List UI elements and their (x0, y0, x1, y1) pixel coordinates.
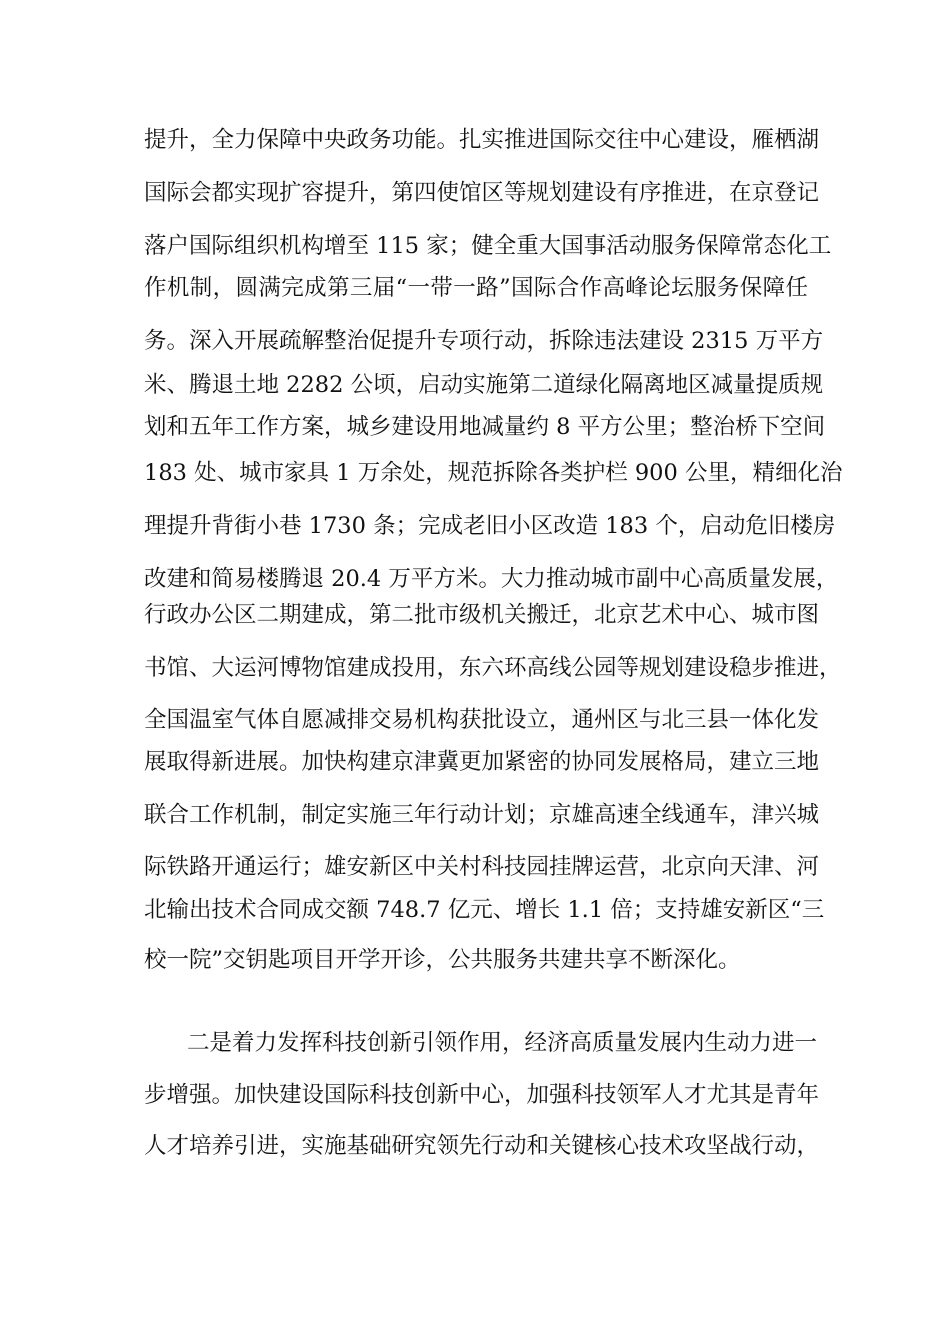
paragraph-2-line: 步增强。加快建设国际科技创新中心，加强科技领军人才尤其是青年 (144, 1082, 820, 1108)
paragraph-1-line: 校一院”交钥匙项目开学开诊，公共服务共建共享不断深化。 (144, 947, 741, 973)
paragraph-1-line: 米、腾退土地 2282 公顷，启动实施第二道绿化隔离地区减量提质规 (144, 372, 824, 398)
paragraph-1-line: 行政办公区二期建成，第二批市级机关搬迁，北京艺术中心、城市图 (144, 602, 820, 628)
paragraph-1-line: 联合工作机制，制定实施三年行动计划；京雄高速全线通车，津兴城 (144, 802, 820, 828)
paragraph-1-line: 改建和简易楼腾退 20.4 万平方米。大力推动城市副中心高质量发展， (144, 566, 839, 592)
paragraph-1-line: 北输出技术合同成交额 748.7 亿元、增长 1.1 倍；支持雄安新区“三 (144, 897, 825, 923)
paragraph-2-line: 人才培养引进，实施基础研究领先行动和关键核心技术攻坚战行动， (144, 1133, 820, 1159)
paragraph-1-line: 国际会都实现扩容提升，第四使馆区等规划建设有序推进，在京登记 (144, 180, 820, 206)
paragraph-1-line: 理提升背街小巷 1730 条；完成老旧小区改造 183 个，启动危旧楼房 (144, 513, 836, 539)
paragraph-1-line: 全国温室气体自愿减排交易机构获批设立，通州区与北三县一体化发 (144, 707, 820, 733)
paragraph-1-line: 展取得新进展。加快构建京津冀更加紧密的协同发展格局，建立三地 (144, 749, 820, 775)
paragraph-1-line: 书馆、大运河博物馆建成投用，东六环高线公园等规划建设稳步推进， (144, 655, 842, 681)
paragraph-1-line: 划和五年工作方案，城乡建设用地减量约 8 平方公里；整治桥下空间 (144, 414, 826, 440)
paragraph-1-line: 183 处、城市家具 1 万余处，规范拆除各类护栏 900 公里，精细化治 (144, 460, 843, 486)
paragraph-1-line: 提升，全力保障中央政务功能。扎实推进国际交往中心建设，雁栖湖 (144, 127, 820, 153)
paragraph-1-line: 落户国际组织机构增至 115 家；健全重大国事活动服务保障常态化工 (144, 233, 832, 259)
paragraph-1-line: 际铁路开通运行；雄安新区中关村科技园挂牌运营，北京向天津、河 (144, 854, 820, 880)
paragraph-1-line: 务。深入开展疏解整治促提升专项行动，拆除违法建设 2315 万平方 (144, 328, 824, 354)
paragraph-2-line: 二是着力发挥科技创新引领作用，经济高质量发展内生动力进一 (187, 1030, 818, 1056)
paragraph-1-line: 作机制，圆满完成第三届“一带一路”国际合作高峰论坛服务保障任 (144, 275, 808, 301)
